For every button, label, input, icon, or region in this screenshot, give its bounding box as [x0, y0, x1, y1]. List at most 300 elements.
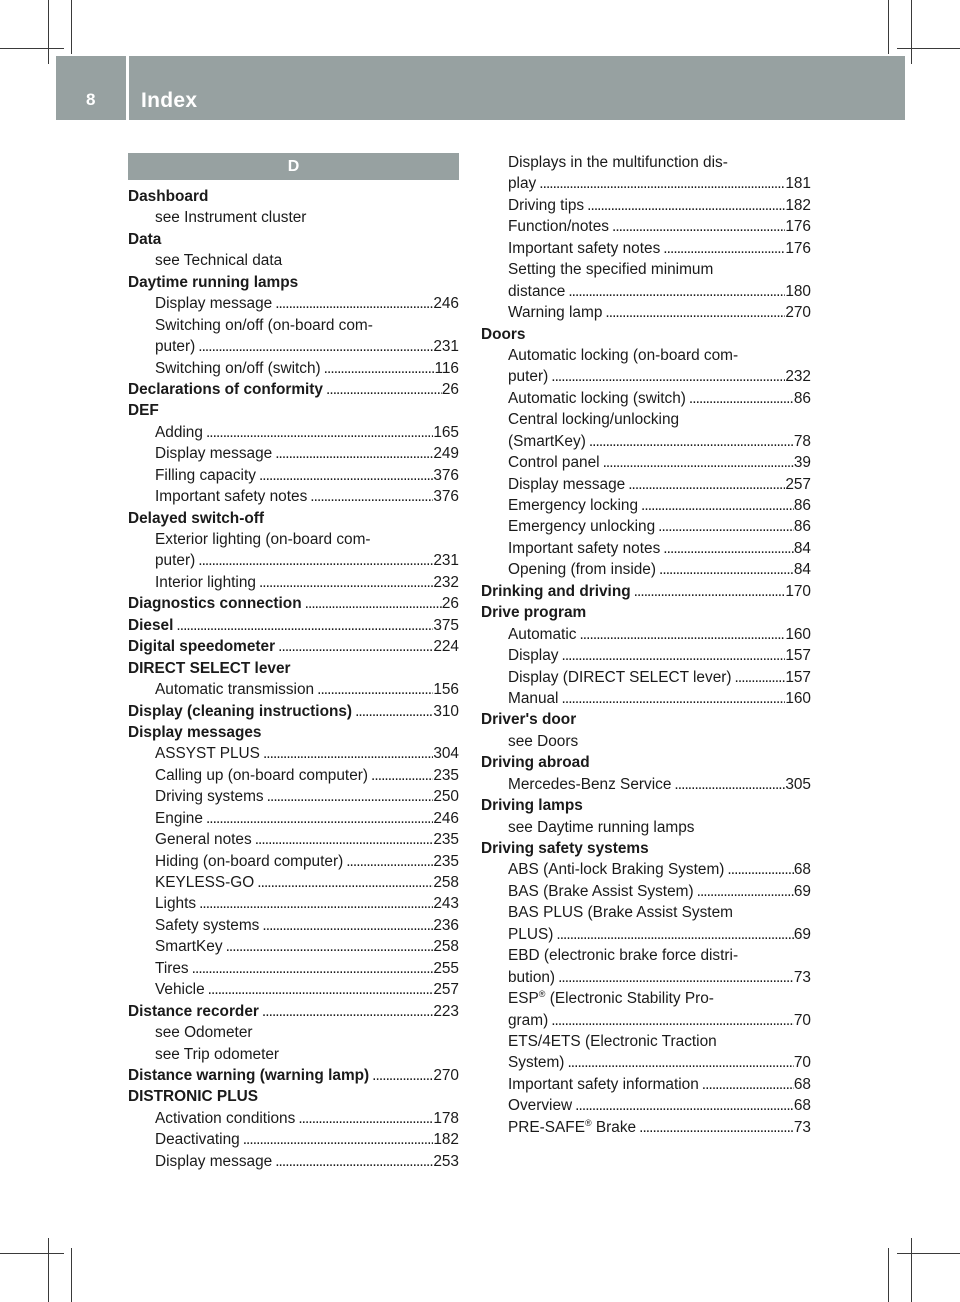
dot-leader [343, 851, 433, 872]
entry-label: EBD (electronic brake force distri- [508, 947, 739, 965]
dot-leader [625, 474, 785, 495]
index-subentry [481, 1074, 811, 1095]
index-subentry [481, 409, 811, 430]
entry-label: Distance recorder [128, 1002, 259, 1020]
index-subentry [481, 1010, 811, 1031]
entry-label: Display message [155, 1152, 273, 1170]
entry-label: Switching on/off (switch) [155, 359, 321, 377]
dot-leader [660, 238, 785, 259]
page-reference[interactable]: 376 [433, 466, 459, 484]
dot-leader [314, 679, 433, 700]
index-subentry [128, 550, 459, 571]
page-reference[interactable]: 84 [793, 539, 811, 557]
page-reference[interactable]: 68 [793, 1075, 811, 1093]
dot-leader [240, 1129, 434, 1150]
index-heading [128, 1065, 459, 1086]
index-subentry [128, 443, 459, 464]
page-reference[interactable]: 68 [793, 861, 811, 879]
entry-label: Diagnostics connection [128, 595, 302, 613]
page-reference[interactable]: 236 [433, 916, 459, 934]
entry-label: Function/notes [508, 218, 609, 236]
dot-leader [173, 615, 433, 636]
index-heading [481, 602, 811, 623]
page-reference[interactable]: 70 [793, 1054, 811, 1072]
dot-leader [307, 486, 433, 507]
entry-label: PLUS) [508, 925, 554, 943]
index-subentry [128, 872, 459, 893]
entry-label: Warning lamp [508, 304, 603, 322]
index-heading [128, 722, 459, 743]
index-subentry [128, 1044, 459, 1065]
index-subentry [481, 1117, 811, 1138]
page-reference[interactable]: 182 [433, 1131, 459, 1149]
entry-label: see Instrument cluster [155, 209, 307, 227]
crop-mark [911, 0, 912, 64]
page-reference[interactable]: 305 [785, 775, 811, 793]
registered-mark: ® [538, 989, 546, 1000]
index-subentry [481, 667, 811, 688]
entry-label: Display [508, 647, 559, 665]
entry-label: Dashboard [128, 188, 209, 205]
dot-leader [732, 667, 786, 688]
index-subentry [128, 851, 459, 872]
index-subentry [481, 817, 811, 838]
dot-leader [631, 581, 786, 602]
index-subentry [481, 902, 811, 923]
page-reference[interactable]: 376 [433, 488, 459, 506]
page-reference[interactable]: 258 [433, 874, 459, 891]
page-reference[interactable]: 243 [433, 895, 459, 913]
index-subentry [128, 1129, 459, 1150]
crop-mark [888, 0, 889, 54]
entry-label: Hiding (on-board computer) [155, 852, 344, 870]
crop-mark [0, 1253, 64, 1254]
dot-leader [275, 636, 433, 657]
dot-leader [203, 808, 433, 829]
entry-label: Display (cleaning instructions) [128, 702, 353, 720]
dot-leader [584, 195, 785, 216]
dot-leader [555, 967, 794, 988]
page-reference[interactable]: 69 [793, 925, 811, 943]
dot-leader [260, 743, 433, 764]
entry-label: distance [508, 282, 566, 300]
page-reference[interactable]: 270 [785, 304, 811, 322]
page-reference[interactable]: 86 [793, 389, 811, 407]
dot-leader [724, 859, 793, 880]
page-reference[interactable]: 310 [433, 702, 459, 720]
index-heading [128, 1086, 459, 1107]
dot-leader [254, 872, 433, 893]
entry-label: Mercedes-Benz Service [508, 775, 672, 793]
entry-label: DIRECT SELECT lever [128, 659, 291, 677]
index-heading [128, 636, 459, 657]
dot-leader [586, 431, 794, 452]
dot-leader [636, 1117, 794, 1138]
page-reference[interactable]: 246 [433, 295, 459, 313]
index-heading [128, 186, 459, 207]
entry-label: Adding [155, 423, 203, 441]
page-reference[interactable]: 160 [785, 625, 811, 643]
dot-leader [252, 829, 434, 850]
dot-leader [548, 1010, 794, 1031]
entry-label: Lights [155, 895, 197, 913]
index-subentry [481, 967, 811, 988]
dot-leader [572, 1095, 794, 1116]
entry-label: Daytime running lamps [128, 273, 299, 291]
entry-label: Display message [155, 445, 273, 463]
dot-leader [302, 593, 442, 614]
entry-label: Digital speedometer [128, 638, 276, 656]
dot-leader [656, 559, 794, 580]
index-column-right [481, 152, 811, 1138]
dot-leader [536, 173, 785, 194]
index-subentry [481, 538, 811, 559]
page-reference[interactable]: 160 [785, 689, 811, 707]
index-subentry [481, 195, 811, 216]
entry-label: SmartKey [155, 938, 223, 956]
dot-leader [189, 958, 434, 979]
entry-label: puter) [155, 338, 196, 356]
index-heading [481, 709, 811, 730]
dot-leader [195, 550, 433, 571]
entry-label: Doors [481, 325, 526, 343]
index-subentry [128, 808, 459, 829]
index-subentry [481, 366, 811, 387]
page-reference[interactable]: 223 [433, 1002, 459, 1020]
dot-leader [548, 366, 785, 387]
entry-label: Important safety information [508, 1075, 699, 1093]
dot-leader [259, 915, 433, 936]
entry-label: ASSYST PLUS [155, 745, 260, 763]
index-subentry [128, 293, 459, 314]
entry-label: Automatic locking (on-board com- [508, 346, 739, 364]
entry-label: PRE-SAFE® Brake [508, 1117, 637, 1136]
entry-label: Display message [155, 295, 273, 313]
page-reference[interactable]: 73 [793, 968, 811, 986]
entry-label: Driver's door [481, 711, 577, 729]
entry-label: Display (DIRECT SELECT lever) [508, 668, 732, 686]
entry-label: Automatic [508, 625, 577, 643]
page-reference[interactable]: 176 [785, 239, 811, 257]
index-subentry [128, 786, 459, 807]
dot-leader [256, 572, 433, 593]
entry-label: Display messages [128, 723, 262, 741]
index-subentry [128, 422, 459, 443]
index-heading [128, 229, 459, 250]
index-subentry [128, 486, 459, 507]
entry-label: BAS PLUS (Brake Assist System [508, 904, 733, 922]
entry-label: see Daytime running lamps [508, 818, 695, 836]
entry-label: Vehicle [155, 981, 205, 999]
index-subentry [481, 238, 811, 259]
dot-leader [352, 701, 433, 722]
index-subentry [128, 315, 459, 336]
page-reference[interactable]: 246 [433, 809, 459, 827]
index-subentry [128, 358, 459, 379]
page-reference[interactable]: 26 [441, 595, 459, 613]
page-reference[interactable]: 157 [785, 647, 811, 665]
index-subentry [481, 173, 811, 194]
entry-label: BAS (Brake Assist System) [508, 882, 694, 900]
index-subentry [481, 431, 811, 452]
crop-mark [897, 48, 960, 49]
index-subentry [128, 1108, 459, 1129]
entry-label: Automatic locking (switch) [508, 389, 686, 407]
entry-label: Displays in the multifunction dis- [508, 154, 728, 171]
index-heading [128, 1001, 459, 1022]
entry-label: see Technical data [155, 252, 283, 270]
entry-label: Data [128, 230, 162, 248]
entry-label: Important safety notes [508, 539, 661, 557]
page-reference[interactable]: 257 [785, 475, 811, 493]
index-heading [128, 508, 459, 529]
index-subentry [481, 516, 811, 537]
entry-label: (SmartKey) [508, 432, 586, 450]
page-reference[interactable]: 181 [785, 175, 811, 193]
entry-label: Setting the specified minimum [508, 261, 714, 279]
entry-label: Safety systems [155, 916, 260, 934]
entry-label: play [508, 175, 537, 193]
index-subentry [128, 572, 459, 593]
page-reference[interactable]: 257 [433, 981, 459, 999]
dot-leader [558, 688, 785, 709]
index-subentry [481, 731, 811, 752]
index-heading [481, 752, 811, 773]
index-subentry [481, 645, 811, 666]
page-reference[interactable]: 178 [433, 1109, 459, 1127]
dot-leader [321, 358, 435, 379]
index-subentry [481, 474, 811, 495]
page-reference[interactable]: 69 [793, 882, 811, 900]
entry-label: Diesel [128, 616, 174, 634]
entry-label: Important safety notes [155, 488, 308, 506]
entry-label: Deactivating [155, 1131, 240, 1149]
index-subentry [128, 336, 459, 357]
registered-mark: ® [584, 1117, 592, 1128]
header-divider [126, 56, 129, 120]
page-number: 8 [86, 90, 96, 109]
page-reference[interactable]: 84 [793, 561, 811, 579]
index-subentry [481, 688, 811, 709]
page-reference[interactable]: 235 [433, 766, 459, 784]
entry-label: Delayed switch-off [128, 509, 264, 527]
page-reference[interactable]: 253 [433, 1152, 459, 1170]
page-reference[interactable]: 116 [434, 359, 459, 377]
page-reference[interactable]: 235 [433, 852, 459, 870]
dot-leader [558, 645, 785, 666]
dot-leader [272, 293, 433, 314]
crop-mark [48, 1238, 49, 1302]
dot-leader [660, 538, 794, 559]
page-reference[interactable]: 231 [433, 552, 459, 570]
index-subentry [128, 529, 459, 550]
entry-label: Driving safety systems [481, 840, 649, 857]
dot-leader [564, 1052, 793, 1073]
entry-label: puter) [508, 368, 549, 386]
page-title: Index [141, 89, 198, 112]
index-subentry [128, 1151, 459, 1172]
entry-label: Distance warning (warning lamp) [128, 1066, 370, 1084]
index-heading [481, 838, 811, 859]
page-reference[interactable]: 258 [433, 938, 459, 956]
dot-leader [256, 465, 433, 486]
dot-leader [259, 1001, 433, 1022]
page-reference[interactable]: 157 [785, 668, 811, 686]
page-reference[interactable]: 182 [785, 196, 811, 214]
dot-leader [565, 281, 785, 302]
crop-mark [48, 0, 49, 64]
entry-label: Driving systems [155, 788, 264, 806]
index-subentry [481, 559, 811, 580]
page-reference[interactable]: 68 [793, 1097, 811, 1115]
entry-label: Calling up (on-board computer) [155, 766, 369, 784]
page-reference[interactable]: 39 [793, 454, 811, 472]
dot-leader [203, 422, 433, 443]
page-reference[interactable]: 250 [433, 788, 459, 806]
page-reference[interactable]: 249 [433, 445, 459, 463]
page-reference[interactable]: 232 [433, 573, 459, 591]
entry-label: Tires [155, 959, 189, 977]
page-reference[interactable]: 86 [793, 497, 811, 514]
entry-label: see Trip odometer [155, 1045, 280, 1063]
entry-label: Emergency unlocking [508, 518, 656, 536]
dot-leader [671, 774, 785, 795]
entry-label: Overview [508, 1097, 573, 1115]
index-subentry [481, 452, 811, 473]
index-heading [128, 615, 459, 636]
index-subentry [481, 495, 811, 516]
index-subentry [481, 774, 811, 795]
page-reference[interactable]: 255 [433, 959, 459, 977]
page-reference[interactable]: 270 [433, 1066, 459, 1084]
index-subentry [128, 958, 459, 979]
page-reference[interactable]: 156 [433, 681, 459, 699]
index-subentry [481, 881, 811, 902]
page-reference[interactable]: 86 [793, 518, 811, 536]
entry-label: Filling capacity [155, 466, 256, 484]
dot-leader [195, 336, 433, 357]
dot-leader [576, 624, 785, 645]
entry-label: Drive program [481, 604, 587, 622]
dot-leader [205, 979, 434, 1000]
page-reference[interactable]: 224 [433, 638, 459, 656]
entry-label: Central locking/unlocking [508, 411, 680, 429]
crop-mark [911, 1238, 912, 1302]
entry-label: Exterior lighting (on-board com- [155, 531, 371, 548]
page-reference[interactable]: 231 [433, 338, 459, 356]
index-subentry [128, 936, 459, 957]
index-heading [481, 581, 811, 602]
dot-leader [369, 1065, 433, 1086]
entry-label: Emergency locking [508, 497, 639, 514]
crop-mark [888, 1248, 889, 1302]
entry-label: ETS/4ETS (Electronic Traction [508, 1032, 717, 1050]
index-subentry [128, 679, 459, 700]
index-subentry [481, 216, 811, 237]
dot-leader [264, 786, 434, 807]
page-reference[interactable]: 176 [785, 218, 811, 236]
index-subentry [481, 1052, 811, 1073]
entry-label: Declarations of conformity [128, 380, 323, 398]
dot-leader [602, 302, 785, 323]
page-reference[interactable]: 375 [433, 616, 459, 634]
index-column-left [128, 186, 459, 1172]
entry-label: Opening (from inside) [508, 561, 656, 579]
entry-label: Control panel [508, 454, 600, 472]
page-reference[interactable]: 165 [433, 423, 459, 441]
entry-label: see Odometer [155, 1024, 253, 1042]
page-reference[interactable]: 232 [785, 368, 811, 386]
crop-mark [71, 1248, 72, 1302]
page-reference[interactable]: 235 [433, 831, 459, 849]
dot-leader [368, 765, 433, 786]
page-reference[interactable]: 26 [441, 380, 459, 398]
section-letter-heading: D [128, 153, 459, 180]
dot-leader [272, 1151, 433, 1172]
dot-leader [686, 388, 794, 409]
dot-leader [553, 924, 794, 945]
index-subentry [481, 988, 811, 1009]
entry-label: ESP® (Electronic Stability Pro- [508, 989, 714, 1008]
entry-label: System) [508, 1054, 565, 1072]
index-subentry [481, 945, 811, 966]
dot-leader [600, 452, 794, 473]
index-subentry [481, 624, 811, 645]
dot-leader [295, 1108, 433, 1129]
index-heading [128, 701, 459, 722]
entry-label: Interior lighting [155, 573, 256, 591]
index-subentry [481, 345, 811, 366]
index-heading [128, 379, 459, 400]
index-subentry [481, 1095, 811, 1116]
crop-mark [71, 0, 72, 54]
index-subentry [481, 152, 811, 173]
entry-label: puter) [155, 552, 196, 570]
entry-label: see Doors [508, 732, 579, 750]
entry-label: DEF [128, 402, 159, 420]
entry-label: Switching on/off (on-board com- [155, 316, 373, 334]
index-subentry [128, 765, 459, 786]
page-reference[interactable]: 70 [793, 1011, 811, 1029]
index-subentry [128, 829, 459, 850]
index-subentry [128, 250, 459, 271]
index-subentry [481, 1031, 811, 1052]
index-subentry [128, 979, 459, 1000]
index-heading [128, 400, 459, 421]
entry-label: Driving tips [508, 196, 585, 214]
dot-leader [196, 893, 433, 914]
index-heading [128, 272, 459, 293]
page-reference[interactable]: 170 [785, 582, 811, 600]
dot-leader [699, 1074, 794, 1095]
dot-leader [694, 881, 794, 902]
page-reference[interactable]: 73 [793, 1118, 811, 1136]
entry-label: DISTRONIC PLUS [128, 1088, 258, 1106]
entry-label: ABS (Anti-lock Braking System) [508, 861, 725, 879]
entry-label: Driving abroad [481, 754, 590, 772]
index-subentry [481, 924, 811, 945]
index-subentry [128, 893, 459, 914]
entry-label: KEYLESS-GO [155, 874, 255, 891]
page-reference[interactable]: 78 [793, 432, 811, 450]
index-heading [481, 324, 811, 345]
entry-label: Engine [155, 809, 203, 827]
index-subentry [481, 259, 811, 280]
page-reference[interactable]: 180 [785, 282, 811, 300]
entry-label: Activation conditions [155, 1109, 296, 1127]
page-reference[interactable]: 304 [433, 745, 459, 763]
entry-label: bution) [508, 968, 556, 986]
